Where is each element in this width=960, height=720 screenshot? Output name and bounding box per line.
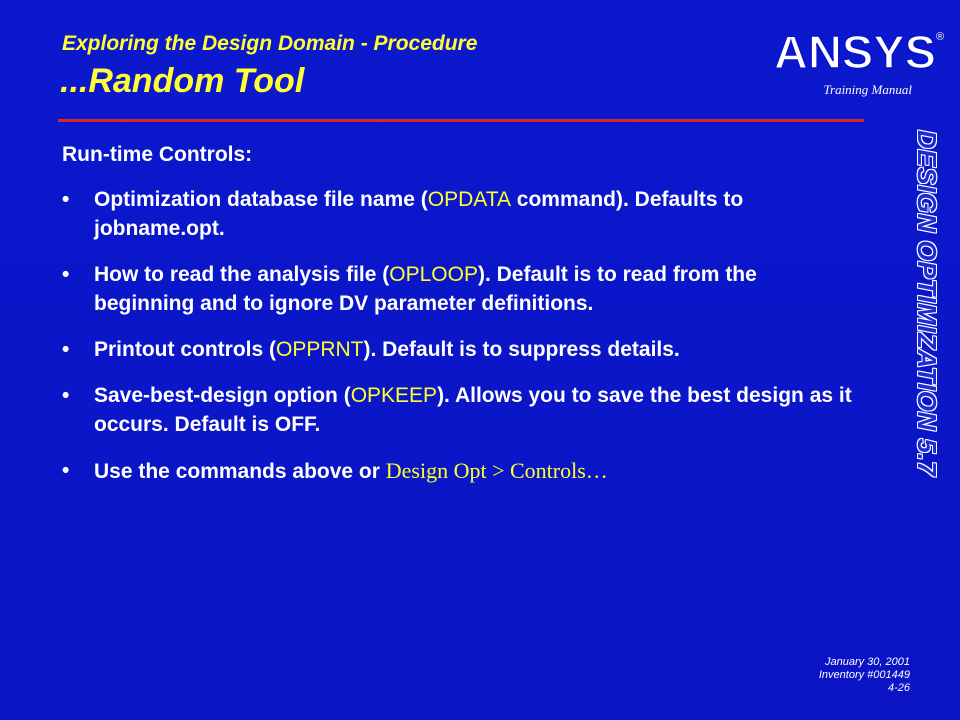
title-divider <box>58 119 864 122</box>
bullet-text: ). Default is to suppress details. <box>363 338 680 361</box>
bullet-text: ). Default is to read from the beginning and to ignore DV parameter definitions. <box>94 263 757 315</box>
footer-inventory: Inventory #001449 <box>818 669 910 681</box>
bullet-text: command). Defaults to jobname.opt. <box>94 188 744 240</box>
bullet-text: ). Allows you to save the best design as it occurs. Default is OFF. <box>94 384 852 436</box>
ansys-logo <box>770 26 946 74</box>
command-name: OPKEEP <box>350 384 438 407</box>
slide-footer <box>819 656 910 695</box>
bullet-text: Use the commands above or <box>94 460 386 483</box>
list-item <box>62 260 862 318</box>
logo-wordmark: ANSYS <box>774 26 936 74</box>
footer-date: January 30, 2001 <box>824 656 910 668</box>
bullet-list <box>62 185 862 486</box>
command-name: OPPRNT <box>276 338 364 361</box>
training-manual-label: Training Manual <box>823 82 912 97</box>
slide-title: ...Random Tool <box>60 62 305 100</box>
command-name: OPLOOP <box>389 263 478 286</box>
side-banner <box>892 130 944 510</box>
footer-page-number: 4-26 <box>887 682 910 694</box>
side-banner-text: DESIGN OPTIMIZATION 5.7 <box>912 130 942 477</box>
bullet-text: How to read the analysis file ( <box>94 263 390 286</box>
command-name: OPDATA <box>427 188 511 211</box>
list-item <box>62 185 862 243</box>
bullet-text: Save-best-design option ( <box>94 384 351 407</box>
list-item <box>62 456 862 486</box>
list-item <box>62 381 862 439</box>
bullet-glyph: • <box>62 338 70 361</box>
logo-registered-mark: ® <box>936 31 945 43</box>
bullet-glyph: • <box>62 459 70 482</box>
bullet-text: Printout controls ( <box>94 338 276 361</box>
bullet-glyph: • <box>62 188 70 211</box>
slide-body <box>62 143 862 503</box>
bullet-glyph: • <box>62 384 70 407</box>
menu-path: Design Opt > Controls… <box>385 458 608 483</box>
bullet-text: Optimization database file name ( <box>94 188 428 211</box>
body-heading: Run-time Controls: <box>62 143 253 166</box>
slide-subtitle: Exploring the Design Domain - Procedure <box>62 32 478 55</box>
bullet-glyph: • <box>62 263 70 286</box>
list-item <box>62 335 862 364</box>
